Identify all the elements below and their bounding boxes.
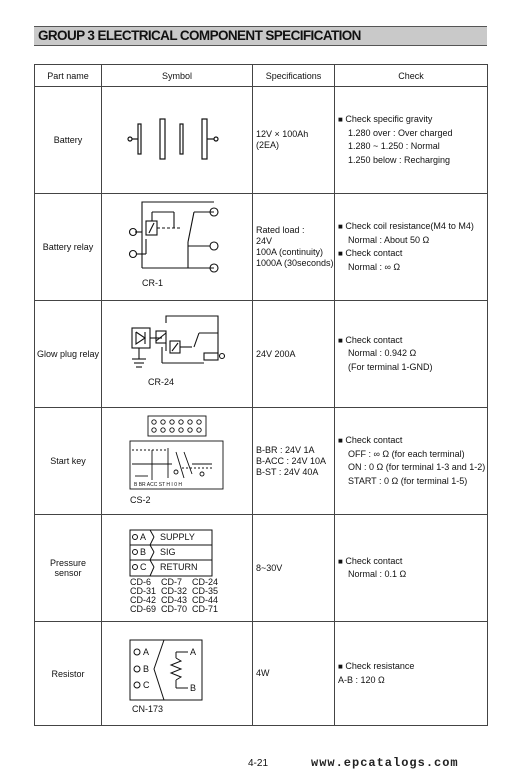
spec-table bbox=[34, 64, 488, 726]
page-number: 4-21 bbox=[248, 758, 269, 769]
key-switch-symbol-icon bbox=[102, 408, 253, 514]
table-row bbox=[35, 408, 488, 515]
spec-line: 4W bbox=[256, 668, 270, 678]
check-line: Normal : 0.1 Ω bbox=[348, 569, 407, 579]
part-name-resistor: Resistor bbox=[35, 622, 102, 726]
spec-line: 1000A (30seconds) bbox=[256, 258, 334, 268]
relay-symbol-icon bbox=[102, 194, 253, 300]
bullet-icon: ■ bbox=[338, 436, 343, 445]
connector-codes: CD-6 CD-7 CD-24 bbox=[130, 577, 219, 587]
spec-line: B-ST : 24V 40A bbox=[256, 466, 319, 477]
section-title: GROUP 3 ELECTRICAL COMPONENT SPECIFICATION bbox=[38, 28, 361, 43]
bullet-icon: ■ bbox=[338, 249, 343, 258]
col-header-part-name: Part name bbox=[35, 65, 102, 87]
check-line: Normal : ∞ Ω bbox=[348, 261, 401, 272]
symbol-resistor bbox=[102, 622, 253, 726]
check-start-key bbox=[335, 408, 488, 515]
key-terminal-labels: B BR ACC ST H I 0 H bbox=[134, 482, 182, 488]
watermark-url[interactable]: www.epcatalogs.com bbox=[311, 756, 459, 770]
check-resistor bbox=[335, 622, 488, 726]
bullet-icon: ■ bbox=[338, 222, 343, 231]
table-row bbox=[35, 194, 488, 301]
part-name-line: Pressure bbox=[49, 558, 86, 568]
table-row bbox=[35, 87, 488, 194]
symbol-glow-plug-relay bbox=[102, 301, 253, 408]
check-head: Check coil resistance(M4 to M4) bbox=[345, 221, 474, 231]
col-header-check: Check bbox=[335, 65, 488, 87]
check-line: OFF : ∞ Ω (for each terminal) bbox=[348, 448, 465, 459]
pin-label: C bbox=[143, 680, 150, 690]
check-battery-relay bbox=[335, 194, 488, 301]
spec-line: 8~30V bbox=[256, 562, 283, 573]
check-line: (For terminal 1-GND) bbox=[348, 361, 433, 372]
symbol-label: CS-2 bbox=[130, 495, 151, 505]
check-line: 1.250 below : Recharging bbox=[348, 154, 451, 165]
pin-label: A bbox=[140, 532, 147, 542]
terminal-label: B bbox=[190, 683, 197, 693]
bullet-icon: ■ bbox=[338, 115, 343, 124]
connector-codes: CD-31 CD-32 CD-35 bbox=[130, 586, 219, 596]
resistor-symbol-icon bbox=[102, 622, 253, 725]
symbol-label: CR-24 bbox=[148, 377, 175, 387]
spec-line: B-ACC : 24V 10A bbox=[256, 455, 327, 466]
connector-codes: CD-42 CD-43 CD-44 bbox=[130, 595, 219, 605]
spec-line: 24V 200A bbox=[256, 348, 296, 359]
symbol-battery-relay bbox=[102, 194, 253, 301]
pin-label: C bbox=[140, 562, 147, 572]
spec-glow-plug-relay bbox=[253, 301, 335, 408]
spec-battery bbox=[253, 87, 335, 194]
battery-symbol-icon bbox=[102, 87, 253, 193]
spec-start-key bbox=[253, 408, 335, 515]
symbol-battery bbox=[102, 87, 253, 194]
table-header-row bbox=[35, 65, 488, 87]
check-line: ON : 0 Ω (for terminal 1-3 and 1-2) bbox=[348, 462, 486, 472]
check-battery bbox=[335, 87, 488, 194]
connector-codes: CD-69 CD-70 CD-71 bbox=[130, 604, 219, 614]
check-head: Check contact bbox=[345, 435, 403, 445]
part-name-battery-relay: Battery relay bbox=[35, 194, 102, 301]
terminal-label: RETURN bbox=[160, 562, 198, 572]
spec-resistor bbox=[253, 622, 335, 726]
terminal-label: SIG bbox=[160, 547, 176, 557]
spec-line: (2EA) bbox=[256, 140, 280, 150]
terminal-label: A bbox=[190, 647, 197, 657]
pin-label: B bbox=[143, 664, 150, 674]
spec-line: B-BR : 24V 1A bbox=[256, 444, 315, 455]
spec-line: 100A (continuity) bbox=[256, 247, 324, 257]
table-row bbox=[35, 301, 488, 408]
check-head: Check resistance bbox=[345, 661, 415, 671]
spec-pressure-sensor bbox=[253, 515, 335, 622]
check-glow-plug-relay bbox=[335, 301, 488, 408]
check-line: 1.280 over : Over charged bbox=[348, 127, 453, 138]
symbol-label: CR-1 bbox=[142, 278, 164, 288]
symbol-pressure-sensor bbox=[102, 515, 253, 622]
col-header-symbol: Symbol bbox=[102, 65, 253, 87]
part-name-glow-plug-relay: Glow plug relay bbox=[35, 301, 102, 408]
check-head: Check contact bbox=[345, 555, 403, 566]
table-row bbox=[35, 622, 488, 726]
check-line: START : 0 Ω (for terminal 1-5) bbox=[348, 475, 468, 486]
part-name-battery: Battery bbox=[35, 87, 102, 194]
col-header-specifications: Specifications bbox=[253, 65, 335, 87]
bullet-icon: ■ bbox=[338, 335, 343, 345]
check-line: 1.280 ~ 1.250 : Normal bbox=[348, 141, 440, 151]
check-pressure-sensor bbox=[335, 515, 488, 622]
sensor-connector-icon bbox=[102, 515, 253, 621]
bullet-icon: ■ bbox=[338, 662, 343, 671]
spec-line: 12V × 100Ah bbox=[256, 129, 309, 139]
terminal-label: SUPPLY bbox=[160, 532, 195, 542]
check-head: Check contact bbox=[345, 248, 403, 258]
part-name-pressure-sensor bbox=[35, 515, 102, 622]
check-line: Normal : About 50 Ω bbox=[348, 234, 430, 245]
glow-relay-symbol-icon bbox=[102, 301, 253, 407]
symbol-label: CN-173 bbox=[132, 704, 164, 714]
pin-label: A bbox=[143, 647, 150, 657]
pin-label: B bbox=[140, 547, 147, 557]
check-line: Normal : 0.942 Ω bbox=[348, 348, 417, 359]
spec-battery-relay bbox=[253, 194, 335, 301]
symbol-start-key bbox=[102, 408, 253, 515]
table-row bbox=[35, 515, 488, 622]
part-name-start-key: Start key bbox=[35, 408, 102, 515]
part-name-line: sensor bbox=[54, 568, 82, 578]
bullet-icon: ■ bbox=[338, 556, 343, 566]
check-head: Check specific gravity bbox=[345, 114, 433, 124]
spec-line: Rated load : bbox=[256, 225, 305, 235]
spec-line: 24V bbox=[256, 236, 273, 246]
check-head: Check contact bbox=[345, 334, 403, 345]
section-header bbox=[34, 26, 487, 46]
check-line: A-B : 120 Ω bbox=[338, 674, 385, 685]
